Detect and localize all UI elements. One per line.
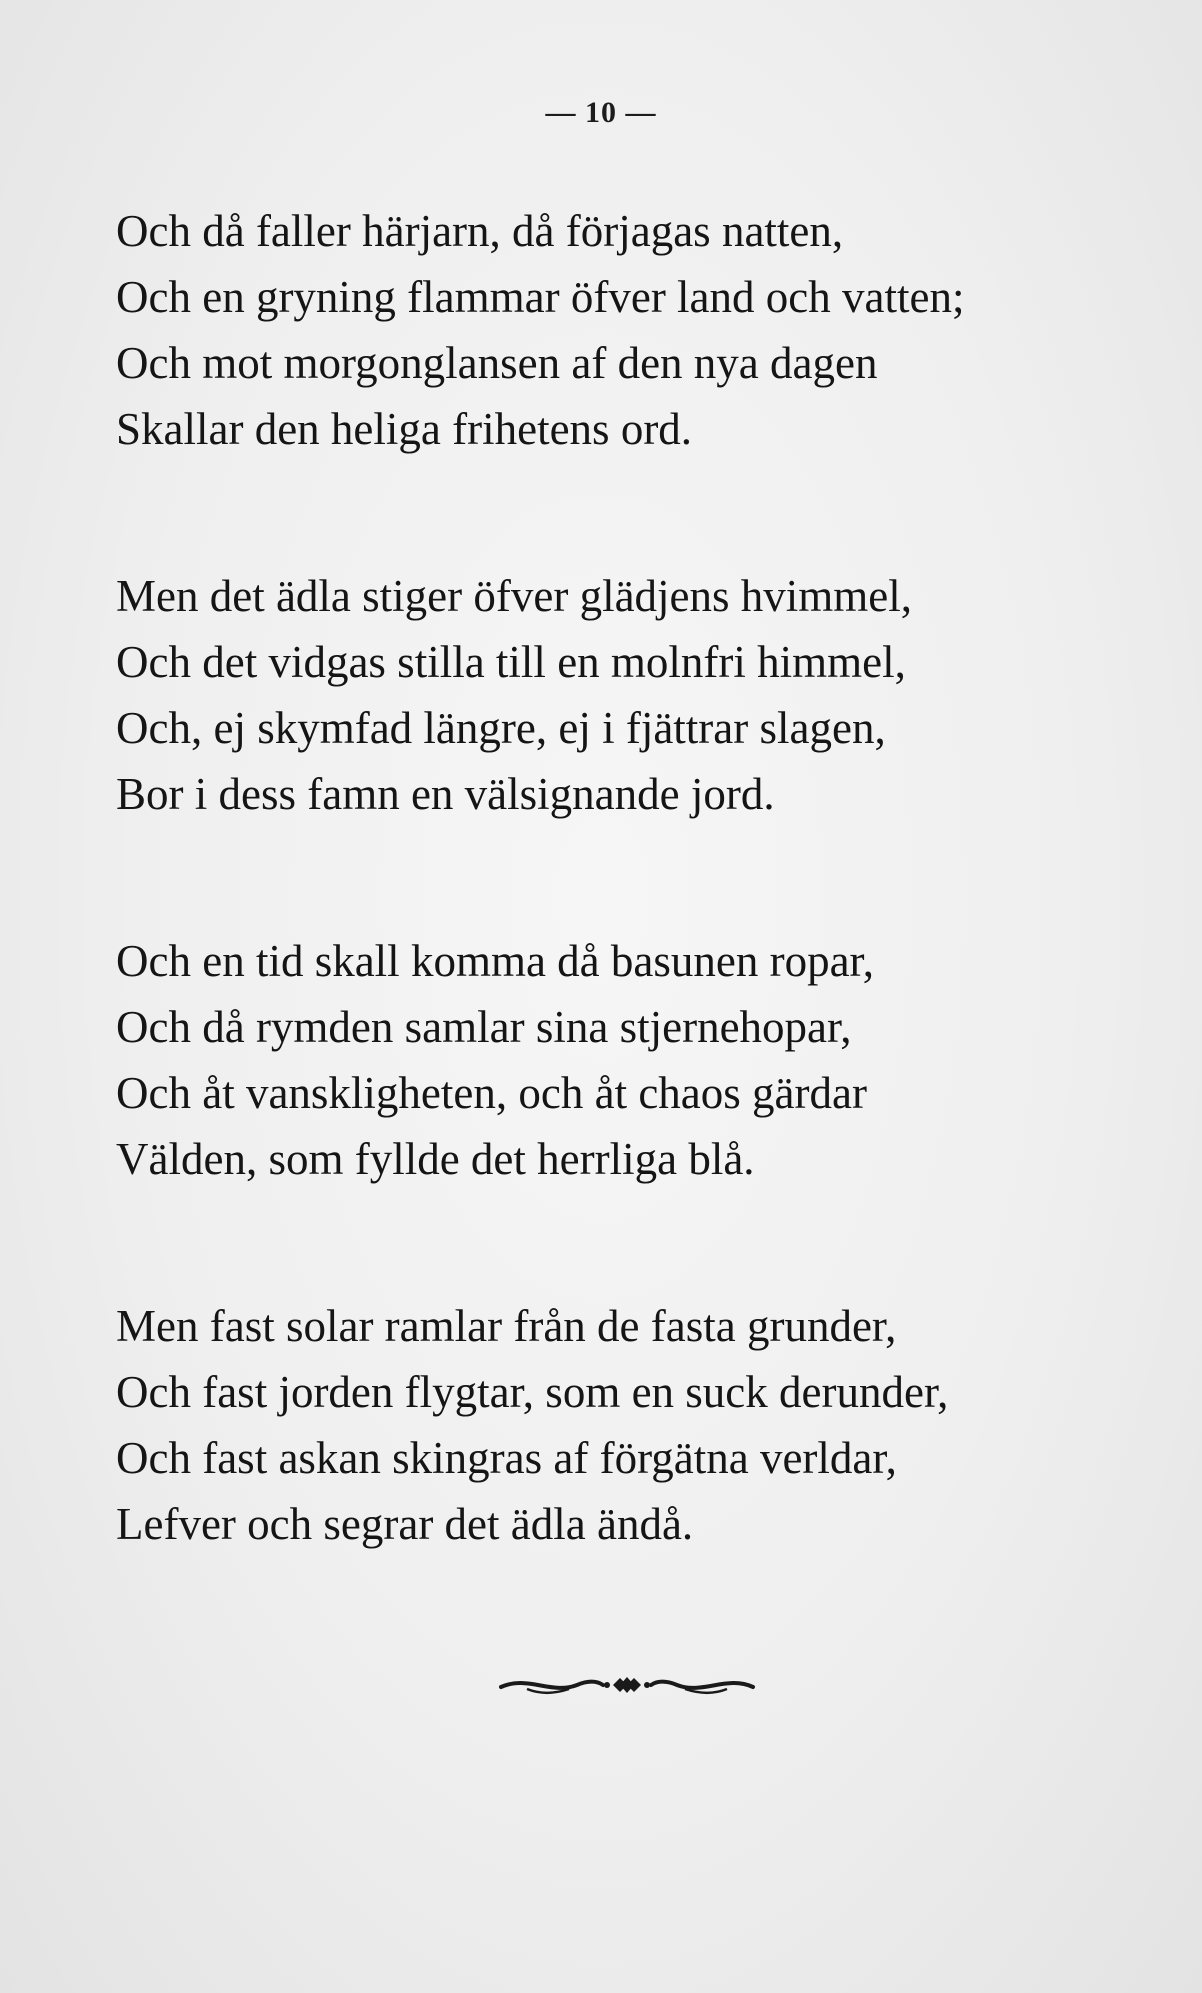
verse-line: Men det ädla stiger öfver glädjens hvimmel, (116, 571, 913, 621)
verse-line: Och då faller härjarn, då förjagas natten, (116, 206, 844, 256)
stanza-4 (116, 1293, 1116, 1557)
verse-line: Och fast jorden flygtar, som en suck derunder, (116, 1367, 949, 1417)
verse-line: Bor i dess famn en välsignande jord. (116, 769, 775, 819)
poem-body (116, 198, 1116, 1658)
verse-line: Och fast askan skingras af förgätna verldar, (116, 1433, 897, 1483)
verse-line: Och, ej skymfad längre, ej i fjättrar slagen, (116, 703, 886, 753)
vignette-ornament-icon (497, 1665, 757, 1705)
verse-line: Men fast solar ramlar från de fasta grunder, (116, 1301, 897, 1351)
verse-line: Och det vidgas stilla till en molnfri himmel, (116, 637, 906, 687)
stanza-1 (116, 198, 1116, 462)
verse-line: Skallar den heliga frihetens ord. (116, 404, 693, 454)
verse-line: Och då rymden samlar sina stjernehopar, (116, 1002, 852, 1052)
verse-line: Välden, som fyllde det herrliga blå. (116, 1134, 755, 1184)
page-number: — 10 — (545, 96, 657, 129)
verse-line: Och en tid skall komma då basunen ropar, (116, 936, 874, 986)
stanza-2 (116, 563, 1116, 827)
verse-line: Lefver och segrar det ädla ändå. (116, 1499, 694, 1549)
verse-line: Och en gryning flammar öfver land och vatten; (116, 272, 965, 322)
verse-line: Och mot morgonglansen af den nya dagen (116, 338, 878, 388)
stanza-3 (116, 928, 1116, 1192)
verse-line: Och åt vanskligheten, och åt chaos gärdar (116, 1068, 867, 1118)
